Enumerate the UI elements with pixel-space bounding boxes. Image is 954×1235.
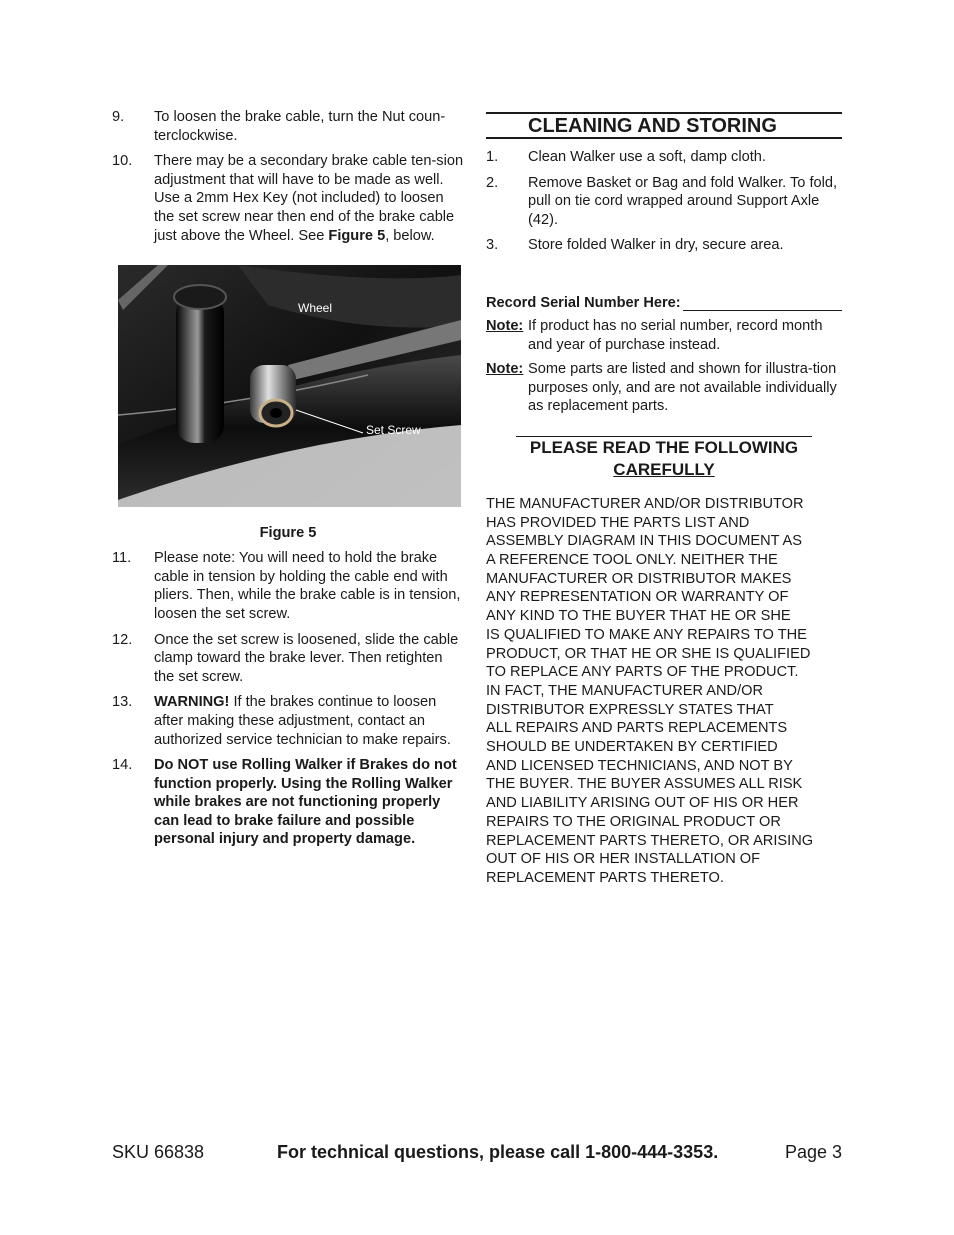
step-text-end: , below. (385, 227, 435, 244)
note-serial (486, 317, 842, 354)
figure-caption: Figure 5 (259, 525, 317, 542)
step-number: 12. (112, 631, 133, 648)
step-number: 10. (112, 153, 133, 170)
disclaimer-line: SHOULD BE UNDERTAKEN BY CERTIFIED (486, 739, 778, 756)
page-number: Page 3 (784, 1142, 842, 1162)
cleaning-step-1 (486, 148, 842, 167)
step-text-bold: Do NOT use Rolling Walker if Brakes do not function properly. Using the Rolling Walker while brakes are not functioning properly can lead to brake failure and possible personal injury and property damage. (154, 757, 457, 848)
left-column (112, 108, 464, 856)
figure-5-photo (118, 265, 461, 507)
step-number: 11. (112, 550, 132, 567)
note-text: If product has no serial number, record month and year of purchase instead. (528, 317, 823, 353)
disclaimer-line: DISTRIBUTOR EXPRESSLY STATES THAT (486, 701, 774, 718)
disclaimer-line: HAS PROVIDED THE PARTS LIST AND (486, 514, 750, 531)
tech-support-line: For technical questions, please call 1-800-444-3353. (277, 1142, 719, 1162)
warning-label: WARNING! (154, 694, 230, 711)
disclaimer-line: THE MANUFACTURER AND/OR DISTRIBUTOR (486, 495, 804, 512)
disclaimer-line: IN FACT, THE MANUFACTURER AND/OR (486, 682, 764, 699)
step-number: 9. (112, 109, 125, 125)
serial-number-field (486, 295, 842, 311)
disclaimer-line: TO REPLACE ANY PARTS OF THE PRODUCT. (486, 664, 799, 681)
step-number: 3. (486, 237, 499, 254)
step-10 (112, 152, 464, 245)
page-footer (112, 1142, 842, 1166)
figure-reference: Figure 5 (328, 227, 386, 244)
disclaimer-text (486, 495, 842, 888)
disclaimer-line: OUT OF HIS OR HER INSTALLATION OF (486, 851, 761, 868)
step-text: If the brakes continue to loosen after making these adjustment, contact an authorized service technician to make repairs. (154, 694, 451, 748)
disclaimer-line: A REFERENCE TOOL ONLY. NEITHER THE (486, 552, 778, 569)
disclaimer-line: ANY KIND TO THE BUYER THAT HE OR SHE (486, 608, 791, 625)
serial-write-line (683, 296, 842, 311)
right-column (486, 112, 842, 888)
disclaimer-line: IS QUALIFIED TO MAKE ANY REPAIRS TO THE (486, 626, 807, 643)
serial-label: Record Serial Number Here: (486, 294, 681, 311)
step-text: Please note: You will need to hold the brake cable in tension by holding the cable end with pliers. Then, while the brake cable is in tension, loosen the set screw. (154, 550, 461, 622)
note-label: Note: (486, 361, 524, 378)
note-text: Some parts are listed and shown for illustra-tion purposes only, and are not available individually as replacement parts. (528, 361, 837, 415)
sku-number: SKU 66838 (112, 1142, 205, 1162)
please-heading-line1: PLEASE READ THE FOLLOWING (529, 437, 799, 457)
step-text: To loosen the brake cable, turn the Nut coun-terclockwise. (154, 109, 446, 144)
cleaning-steps (486, 148, 842, 255)
steps-list-b (112, 549, 464, 849)
step-number: 13. (112, 694, 133, 711)
step-text: Once the set screw is loosened, slide the cable clamp toward the brake lever. Then retighten the set screw. (154, 631, 459, 685)
label-wheel: Wheel (298, 301, 333, 316)
note-parts (486, 360, 842, 416)
note-label: Note: (486, 317, 524, 334)
disclaimer-line: REPLACEMENT PARTS THERETO. (486, 870, 724, 886)
step-13 (112, 693, 464, 749)
disclaimer-line: REPLACEMENT PARTS THERETO, OR ARISING (486, 832, 814, 849)
step-text: Clean Walker use a soft, damp cloth. (528, 149, 766, 165)
disclaimer-line: MANUFACTURER OR DISTRIBUTOR MAKES (486, 570, 792, 587)
step-number: 2. (486, 174, 499, 191)
step-text: There may be a secondary brake cable ten-sion adjustment that will have to be made as well. Use a 2mm Hex Key (not included) to loosen the set screw near then end of the brake cable just above the Wheel. See (154, 153, 464, 244)
steps-list-a (112, 108, 464, 245)
disclaimer-line: REPAIRS TO THE ORIGINAL PRODUCT OR (486, 813, 781, 830)
disclaimer-line: AND LICENSED TECHNICIANS, AND NOT BY (486, 757, 793, 774)
cleaning-step-2 (486, 174, 842, 230)
disclaimer-line: ANY REPRESENTATION OR WARRANTY OF (486, 589, 789, 606)
cleaning-step-3 (486, 236, 842, 255)
disclaimer-line: AND LIABILITY ARISING OUT OF HIS OR HER (486, 795, 799, 812)
step-11 (112, 549, 464, 623)
step-text: Store folded Walker in dry, secure area. (528, 237, 784, 254)
disclaimer-line: PRODUCT, OR THAT HE OR SHE IS QUALIFIED (486, 645, 811, 662)
step-12 (112, 631, 464, 687)
disclaimer-line: ASSEMBLY DIAGRAM IN THIS DOCUMENT AS (486, 533, 802, 550)
brake-photo-illustration (118, 265, 461, 507)
step-9 (112, 108, 464, 145)
disclaimer-line: ALL REPAIRS AND PARTS REPLACEMENTS (486, 720, 788, 737)
label-set-screw: Set Screw (366, 423, 421, 438)
disclaimer-line: THE BUYER. THE BUYER ASSUMES ALL RISK (486, 776, 803, 793)
step-text: Remove Basket or Bag and fold Walker. To fold, pull on tie cord wrapped around Support Axle (42). (528, 174, 838, 228)
please-heading-line2: CAREFULLY (613, 459, 715, 479)
step-number: 1. (486, 149, 499, 165)
step-number: 14. (112, 757, 133, 774)
please-read-heading (516, 436, 812, 481)
cleaning-heading: CLEANING AND STORING (486, 112, 842, 139)
step-14 (112, 756, 464, 849)
